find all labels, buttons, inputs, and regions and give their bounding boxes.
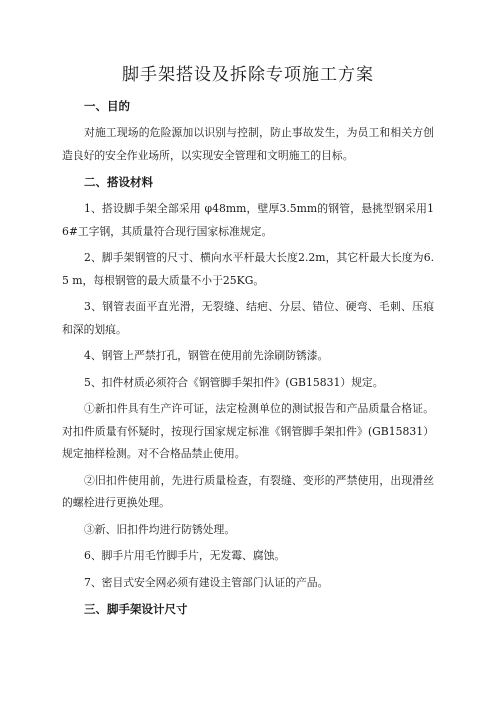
paragraph: ③新、旧扣件均进行防锈处理。 (84, 522, 236, 536)
section-heading-design-dimensions: 三、脚手架设计尺寸 (84, 602, 188, 616)
paragraph: 5、扣件材质必须符合《钢管脚手架扣件》(GB15831）规定。 (84, 375, 384, 389)
section-heading-purpose: 一、目的 (84, 99, 130, 113)
paragraph: 2、脚手架钢管的尺寸、横向水平杆最大长度2.2m，其它杆最大长度为6.5 m，每根钢管的最大质量不小于25KG。 (62, 251, 434, 287)
paragraph: 对施工现场的危险源加以识别与控制，防止事故发生，为员工和相关方创造良好的安全作业场所，以实现安全管理和文明施工的目标。 (62, 126, 434, 162)
paragraph: 7、密目式安全网必须有建设主管部门认证的产品。 (84, 575, 329, 589)
paragraph: 3、钢管表面平直光滑，无裂缝、结疤、分层、错位、硬弯、毛刺、压痕和深的划痕。 (62, 300, 434, 336)
paragraph: ①新扣件具有生产许可证，法定检测单位的测试报告和产品质量合格证。对扣件质量有怀疑时，按现行国家规定标准《钢管脚手架扣件》(GB15831）规定抽样检测。对不合格品禁止使用。 (62, 402, 434, 460)
paragraph: 6、脚手片用毛竹脚手片，无发霉、腐蚀。 (84, 549, 286, 562)
paragraph: 4、钢管上严禁打孔，钢管在使用前先涂刷防锈漆。 (84, 349, 329, 362)
section-heading-materials: 二、搭设材料 (84, 175, 153, 189)
document-title: 脚手架搭设及拆除专项施工方案 (122, 65, 374, 85)
paragraph: ②旧扣件使用前，先进行质量检查，有裂缝、变形的严禁使用，出现滑丝的螺栓进行更换处理。 (62, 473, 434, 509)
paragraph: 1、搭设脚手架全部采用 φ48mm，壁厚3.5mm的钢管，悬挑型钢采用16#工字钢，其质量符合现行国家标准规定。 (62, 202, 434, 238)
